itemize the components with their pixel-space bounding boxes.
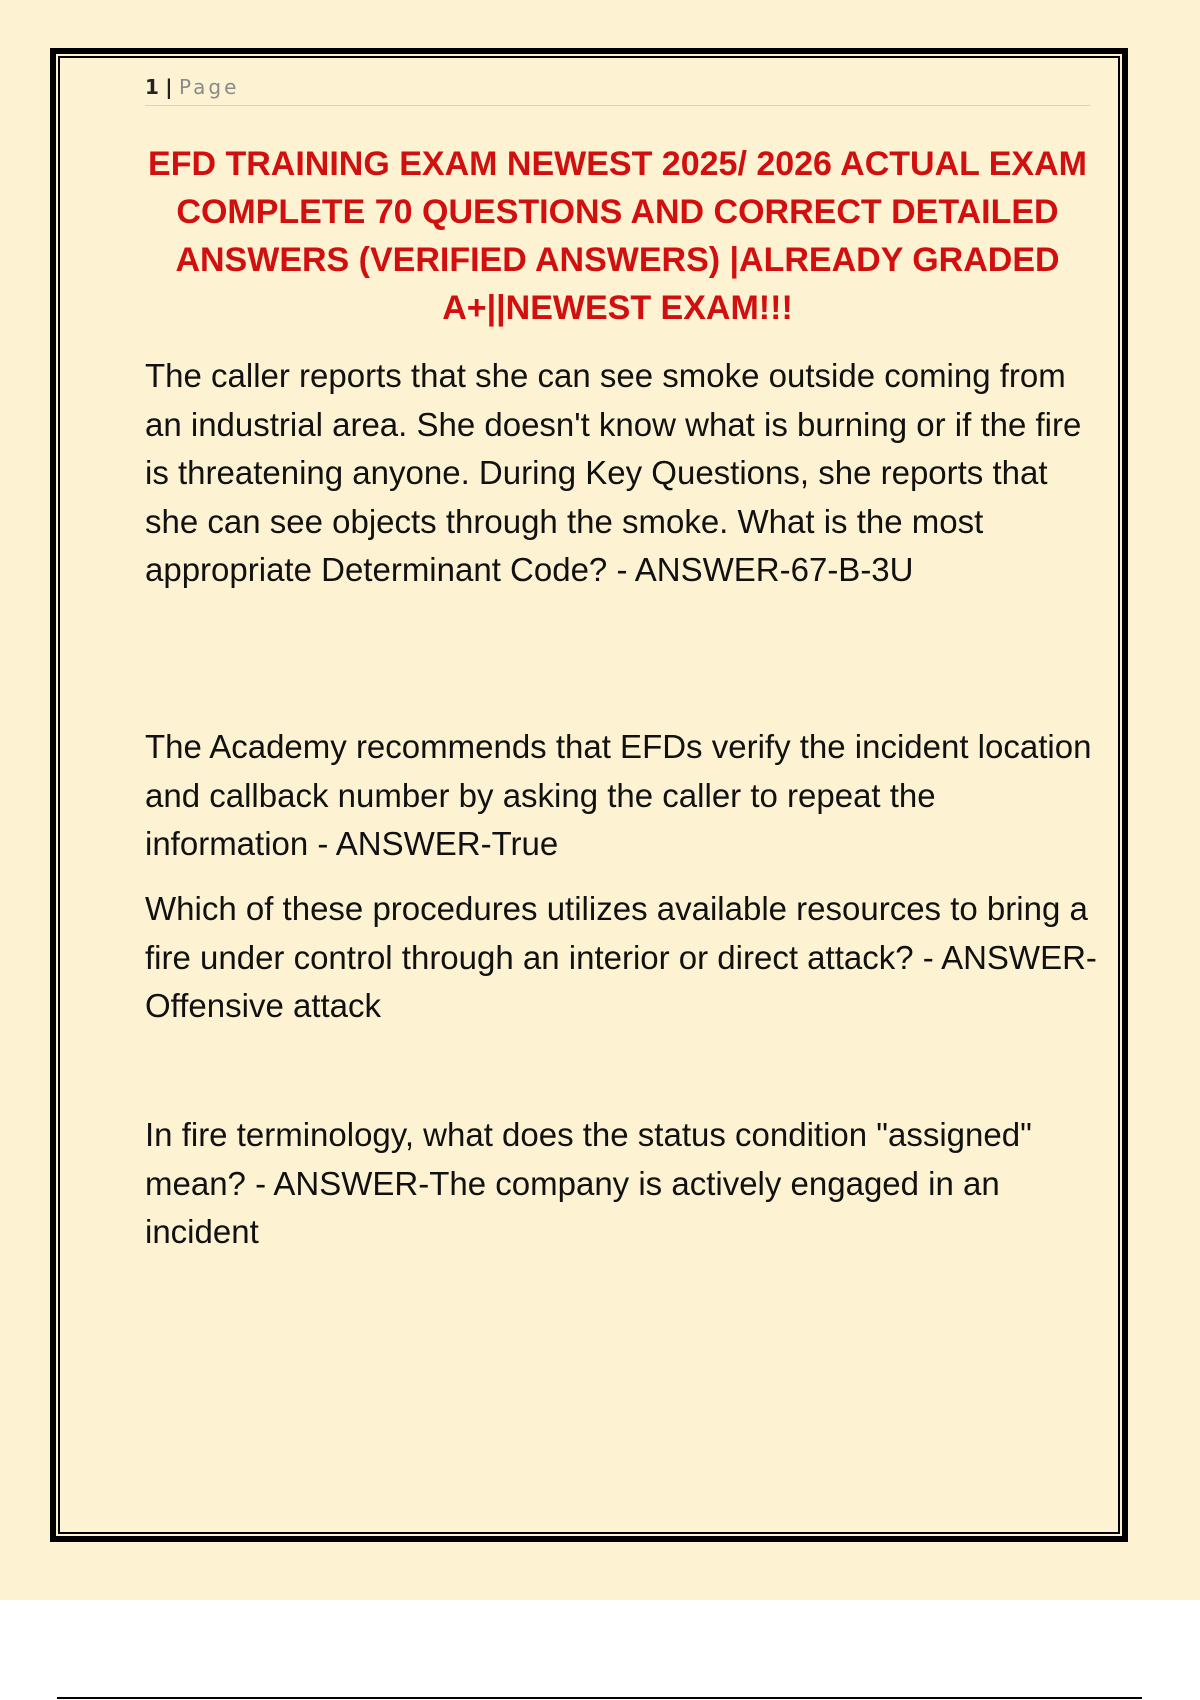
qa-item: Which of these procedures utilizes available resources to bring a fire under control through an interior or direct attack? - ANSWER-Offensive attack (145, 890, 1097, 1024)
qa-item: The Academy recommends that EFDs verify the incident location and callback number by asking the caller to repeat the information - ANSWER-True (145, 728, 1092, 862)
qa-item: The caller reports that she can see smoke outside coming from an industrial area. She doesn't know what is burning or if the fire is threatening anyone. During Key Questions, she reports that she can see objects through the smoke. What is the most appropriate Determinant Code? - ANSWER-67-B-3U (145, 357, 1082, 588)
page-number: 1 (145, 75, 159, 99)
page-label: Page (178, 75, 240, 99)
page-footer-rule (57, 1697, 1142, 1699)
page-separator: | (165, 75, 173, 99)
document-title: EFD TRAINING EXAM NEWEST 2025/ 2026 ACTUAL EXAM COMPLETE 70 QUESTIONS AND CORRECT DETAILED ANSWERS (VERIFIED ANSWERS) |ALREADY GRADED A+||NEWEST EXAM!!! (148, 145, 1087, 327)
qa-item: In fire terminology, what does the status condition "assigned" mean? - ANSWER-The company is actively engaged in an incident (145, 1116, 1032, 1250)
page-header (145, 74, 1090, 106)
